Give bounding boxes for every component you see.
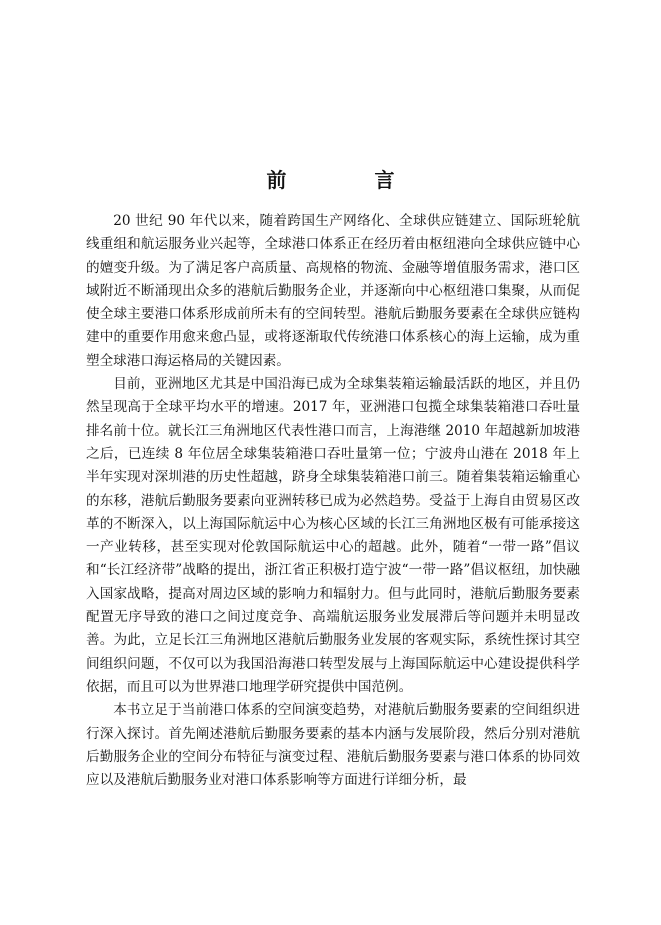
body-text [86,210,580,792]
paragraph-3: 本书立足于当前港口体系的空间演变趋势，对港航后勤服务要素的空间组织进行深入探讨。首先阐述港航后勤服务要素的基本内涵与发展阶段，然后分别对港航后勤服务企业的空间分布特征与演变过程、港航后勤服务要素与港口体系的协同效应以及港航后勤服务业对港口体系影响等方面进行详细分析，最 [86,702,580,789]
paragraph-2: 目前，亚洲地区尤其是中国沿海已成为全球集装箱运输最活跃的地区，并且仍然呈现高于全球平均水平的增速。2017 年，亚洲港口包揽全球集装箱港口吞吐量排名前十位。就长江三角洲地区代表性港口而言，上海港继 2010 年超越新加坡港之后，已连续 8 年位居全球集装箱港口吞吐量第一位；宁波舟山港在 2018 年上半年实现对深圳港的历史性超越，跻身全球集装箱港口前三。随着集装箱运输重心的东移，港航后勤服务要素向亚洲转移已成为必然趋势。受益于上海自由贸易区改革的不断深入，以上海国际航运中心为核心区域的长江三角洲地区极有可能承接这一产业转移，甚至实现对伦敦国际航运中心的超越。此外，随着“一带一路”倡议和“长江经济带”战略的提出，浙江省正积极打造宁波“一带一路”倡议枢纽，加快融入国家战略，提高对周边区域的影响力和辐射力。但与此同时，港航后勤服务要素配置无序导致的港口之间过度竞争、高端航运服务业发展滞后等问题并未明显改善。为此，立足长江三角洲地区港航后勤服务业发展的客观实际，系统性探讨其空间组织问题，不仅可以为我国沿海港口转型发展与上海国际航运中心建设提供科学依据，而且可以为世界港口地理学研究提供中国范例。 [86,376,580,695]
page-title: 前 言 [266,168,429,192]
paragraph-1: 20 世纪 90 年代以来，随着跨国生产网络化、全球供应链建立、国际班轮航线重组和航运服务业兴起等，全球港口体系正在经历着由枢纽港向全球供应链中心的嬗变升级。为了满足客户高质量、高规格的物流、金融等增值服务需求，港口区域附近不断涌现出众多的港航后勤服务企业，并逐渐向中心枢纽港口集聚，从而促使全球主要港口体系形成前所未有的空间转型。港航后勤服务要素在全球供应链构建中的重要作用愈来愈凸显，或将逐渐取代传统港口体系核心的海上运输，成为重塑全球港口海运格局的关键因素。 [86,213,580,369]
